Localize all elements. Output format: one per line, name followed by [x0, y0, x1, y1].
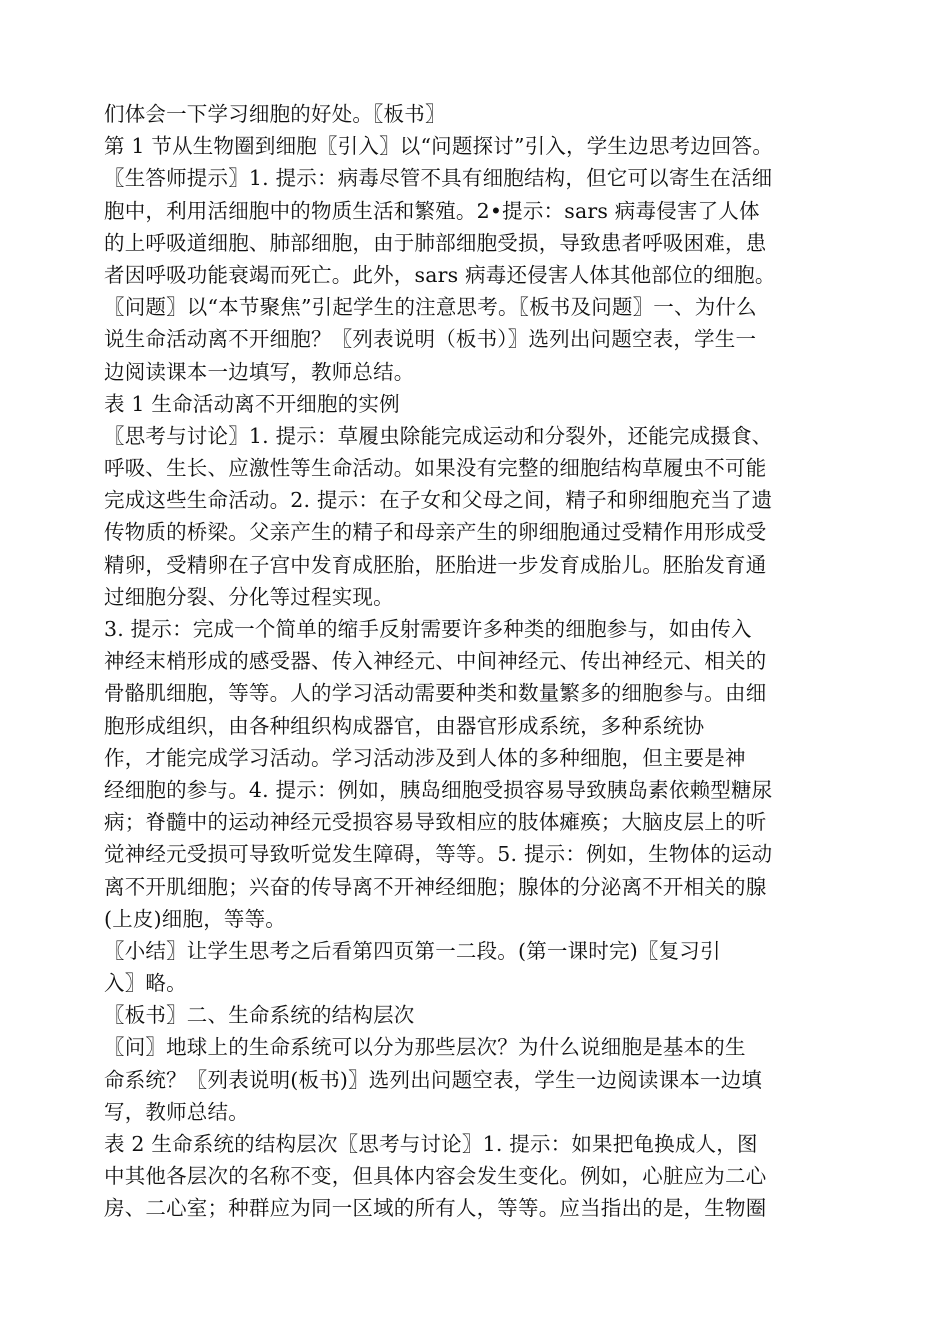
text-line: 过细胞分裂、分化等过程实现。	[104, 584, 394, 609]
text-line: 者因呼吸功能衰竭而死亡。此外，sars 病毒还侵害人体其他部位的细胞。	[104, 262, 776, 287]
text-line: 作，才能完成学习活动。学习活动涉及到人体的多种细胞，但主要是神	[104, 745, 746, 770]
text-line: 胞形成组织，由各种组织构成器官，由器官形成系统，多种系统协	[104, 713, 705, 738]
text-line: 〖思考与讨论〗1. 提示：草履虫除能完成运动和分裂外，还能完成摄食、	[104, 423, 773, 448]
text-line: 房、二心室；种群应为同一区域的所有人，等等。应当指出的是，生物圈	[104, 1196, 767, 1221]
text-line: 入〗略。	[104, 971, 187, 996]
text-line: 离不开肌细胞；兴奋的传导离不开神经细胞；腺体的分泌离不开相关的腺	[104, 874, 767, 899]
text-line: 精卵，受精卵在子宫中发育成胚胎，胚胎进一步发育成胎儿。胚胎发育通	[104, 552, 767, 577]
text-line: 觉神经元受损可导致听觉发生障碍，等等。5. 提示：例如，生物体的运动	[104, 842, 773, 867]
text-line: 经细胞的参与。4. 提示：例如，胰岛细胞受损容易导致胰岛素依赖型糖尿	[104, 777, 773, 802]
text-line: 传物质的桥梁。父亲产生的精子和母亲产生的卵细胞通过受精作用形成受	[104, 520, 767, 545]
text-line: 神经末梢形成的感受器、传入神经元、中间神经元、传出神经元、相关的	[104, 649, 767, 674]
text-line: 说生命活动离不开细胞？〖列表说明（板书）〗选列出问题空表，学生一	[104, 327, 757, 352]
text-line: 〖板书〗二、生命系统的结构层次	[104, 1003, 415, 1028]
text-line: 们体会一下学习细胞的好处。〖板书〗	[104, 102, 446, 126]
text-line: (上皮)细胞，等等。	[104, 906, 286, 931]
text-line: 写，教师总结。	[104, 1099, 249, 1124]
text-line: 命系统？〖列表说明(板书)〗选列出问题空表，学生一边阅读课本一边填	[104, 1067, 763, 1092]
text-line: 〖问〗地球上的生命系统可以分为那些层次？为什么说细胞是基本的生	[104, 1035, 746, 1060]
text-line: 边阅读课本一边填写，教师总结。	[104, 359, 415, 384]
text-line: 呼吸、生长、应激性等生命活动。如果没有完整的细胞结构草履虫不可能	[104, 456, 767, 481]
text-line: 〖生答师提示〗1. 提示：病毒尽管不具有细胞结构，但它可以寄生在活细	[104, 166, 773, 191]
text-line: 〖问题〗以“本节聚焦”引起学生的注意思考。〖板书及问题〗一、为什么	[104, 295, 757, 320]
document-body	[104, 98, 856, 1225]
text-line: 第 1 节从生物圈到细胞〖引入〗以“问题探讨”引入，学生边思考边回答。	[104, 134, 774, 159]
text-line: 胞中，利用活细胞中的物质生活和繁殖。2•提示：sars 病毒侵害了人体	[104, 198, 760, 223]
text-line: 表 1 生命活动离不开细胞的实例	[104, 391, 400, 416]
text-line: 中其他各层次的名称不变，但具体内容会发生变化。例如，心脏应为二心	[104, 1164, 767, 1189]
text-line: 〖小结〗让学生思考之后看第四页第一二段。(第一课时完)〖复习引	[104, 938, 721, 963]
text-line: 表 2 生命系统的结构层次〖思考与讨论〗1. 提示：如果把龟换成人，图	[104, 1132, 758, 1156]
text-line: 3. 提示：完成一个简单的缩手反射需要许多种类的细胞参与，如由传入	[104, 617, 752, 641]
text-line: 完成这些生命活动。2. 提示：在子女和父母之间，精子和卵细胞充当了遗	[104, 488, 773, 513]
text-line: 骨骼肌细胞，等等。人的学习活动需要种类和数量繁多的细胞参与。由细	[104, 681, 767, 706]
text-line: 病；脊髓中的运动神经元受损容易导致相应的肢体瘫痪；大脑皮层上的听	[104, 810, 767, 835]
text-line: 的上呼吸道细胞、肺部细胞，由于肺部细胞受损，导致患者呼吸困难，患	[104, 230, 767, 255]
